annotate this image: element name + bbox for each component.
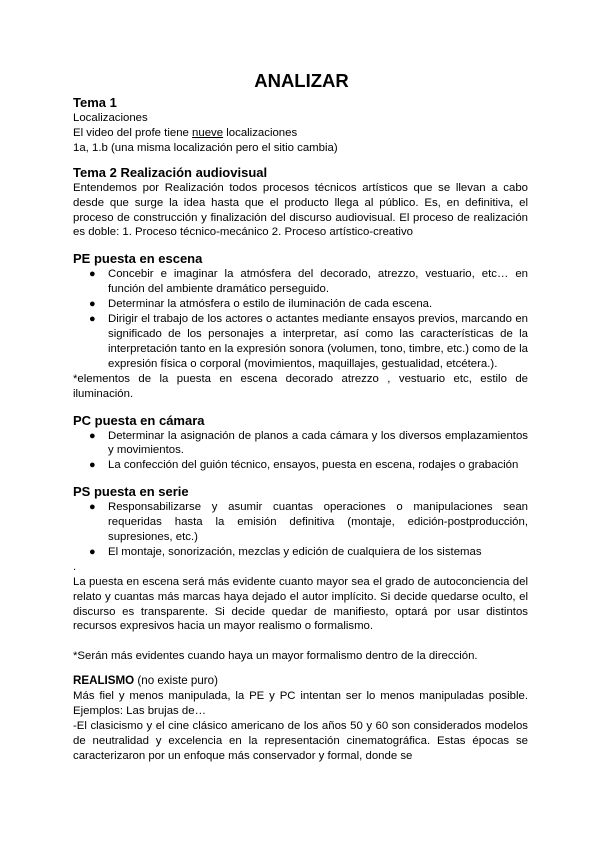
tema1-line3: 1a, 1.b (una misma localización pero el sitio cambia): [73, 141, 338, 154]
list-item: [73, 458, 528, 473]
tema2-body: Entendemos por Realización todos procesos técnicos artísticos que se llevan a cabo desde que surge la idea hasta que el producto llega al público. Es, en definitiva, el proceso de construcción y finalización del discurso audiovisual. El proceso de realización es doble: 1. Proceso técnico-mecánico 2. Proceso artístico-creativo: [73, 181, 528, 239]
realismo-body1: Más fiel y menos manipulada, la PE y PC intentan ser lo menos manipuladas posible. Ejemplos: Las brujas de…: [73, 690, 528, 718]
list-item: [73, 267, 528, 297]
bullet-icon: ●: [89, 268, 96, 281]
bullet-icon: ●: [89, 313, 96, 326]
ps-heading: PS puesta en serie: [73, 484, 189, 500]
list-item-text: La confección del guión técnico, ensayos, puesta en escena, rodajes o grabación: [108, 459, 519, 472]
pc-heading: PC puesta en cámara: [73, 412, 205, 428]
tema1-line2-pre: El video del profe tiene: [73, 126, 193, 139]
realismo-body2: -El clasicismo y el cine clásico americano de los años 50 y 60 son considerados modelos de neutralidad y excelencia en la representación cinematográfica. Estas épocas se caracterizaron por un enfoque más conservador y formal, donde se: [73, 720, 528, 762]
realismo-label: REALISMO: [73, 674, 135, 688]
pe-bullet-list: [73, 267, 528, 371]
realismo-heading: [73, 674, 528, 689]
list-item-text: El montaje, sonorización, mezclas y edición de cualquiera de los sistemas: [108, 545, 482, 558]
tema1-heading: Tema 1: [73, 95, 117, 110]
page-title: ANALIZAR: [254, 70, 349, 91]
pe-note: *elementos de la puesta en escena decorado atrezzo , vestuario etc, estilo de iluminación.: [73, 372, 528, 400]
tema1-line2-underlined: nueve: [192, 126, 224, 139]
list-item: [73, 429, 528, 459]
formalismo-note: *Serán más evidentes cuando haya un mayor formalismo dentro de la dirección.: [73, 650, 478, 663]
document-page: [73, 70, 528, 764]
paragraph-puesta-en-escena: La puesta en escena será más evidente cuanto mayor sea el grado de autoconciencia del relato y cuantas más marcas haya dejado el autor implícito. Si decide quedarse oculto, el discurso es transparente. Si decide quedar de manifiesto, optará por usar distintos recursos expresivos hacia un mayor realismo o formalismo.: [73, 575, 528, 633]
list-item-text: Responsabilizarse y asumir cuantas operaciones o manipulaciones sean requeridas hasta la emisión definitiva (montaje, edición-postproducción, supresiones, etc.): [108, 501, 528, 544]
bullet-icon: ●: [89, 298, 96, 311]
list-item: [73, 312, 528, 372]
list-item: [73, 500, 528, 545]
realismo-suffix: (no existe puro): [134, 674, 218, 688]
bullet-icon: ●: [89, 429, 96, 442]
stray-dot: .: [73, 560, 77, 573]
tema2-heading: Tema 2 Realización audiovisual: [73, 164, 268, 180]
tema1-line2-post: localizaciones: [223, 126, 298, 139]
bullet-icon: ●: [89, 501, 96, 514]
list-item-text: Dirigir el trabajo de los actores o actantes mediante ensayos previos, marcando en significado de los personajes a interpretar, así como las características de la interpretación tanto en la expresión sonora (volumen, tono, timbre, etc.) como de la expresión física o corporal (movimientos, maquillajes, gestualidad, etcétera.).: [108, 313, 528, 370]
tema1-line1: Localizaciones: [73, 112, 148, 124]
blank-line: [73, 634, 528, 649]
list-item-text: Determinar la asignación de planos a cada cámara y los diversos emplazamientos y movimientos.: [108, 429, 528, 457]
bullet-icon: ●: [89, 459, 96, 472]
list-item-text: Determinar la atmósfera o estilo de iluminación de cada escena.: [108, 298, 433, 311]
list-item-text: Concebir e imaginar la atmósfera del decorado, atrezzo, vestuario, etc… en función del ambiente dramático perseguido.: [108, 268, 528, 296]
tema1-line2: [73, 126, 528, 141]
list-item: [73, 545, 528, 560]
bullet-icon: ●: [89, 545, 96, 558]
list-item: [73, 297, 528, 312]
pe-heading: PE puesta en escena: [73, 251, 203, 267]
ps-bullet-list: [73, 500, 528, 560]
pc-bullet-list: [73, 429, 528, 474]
